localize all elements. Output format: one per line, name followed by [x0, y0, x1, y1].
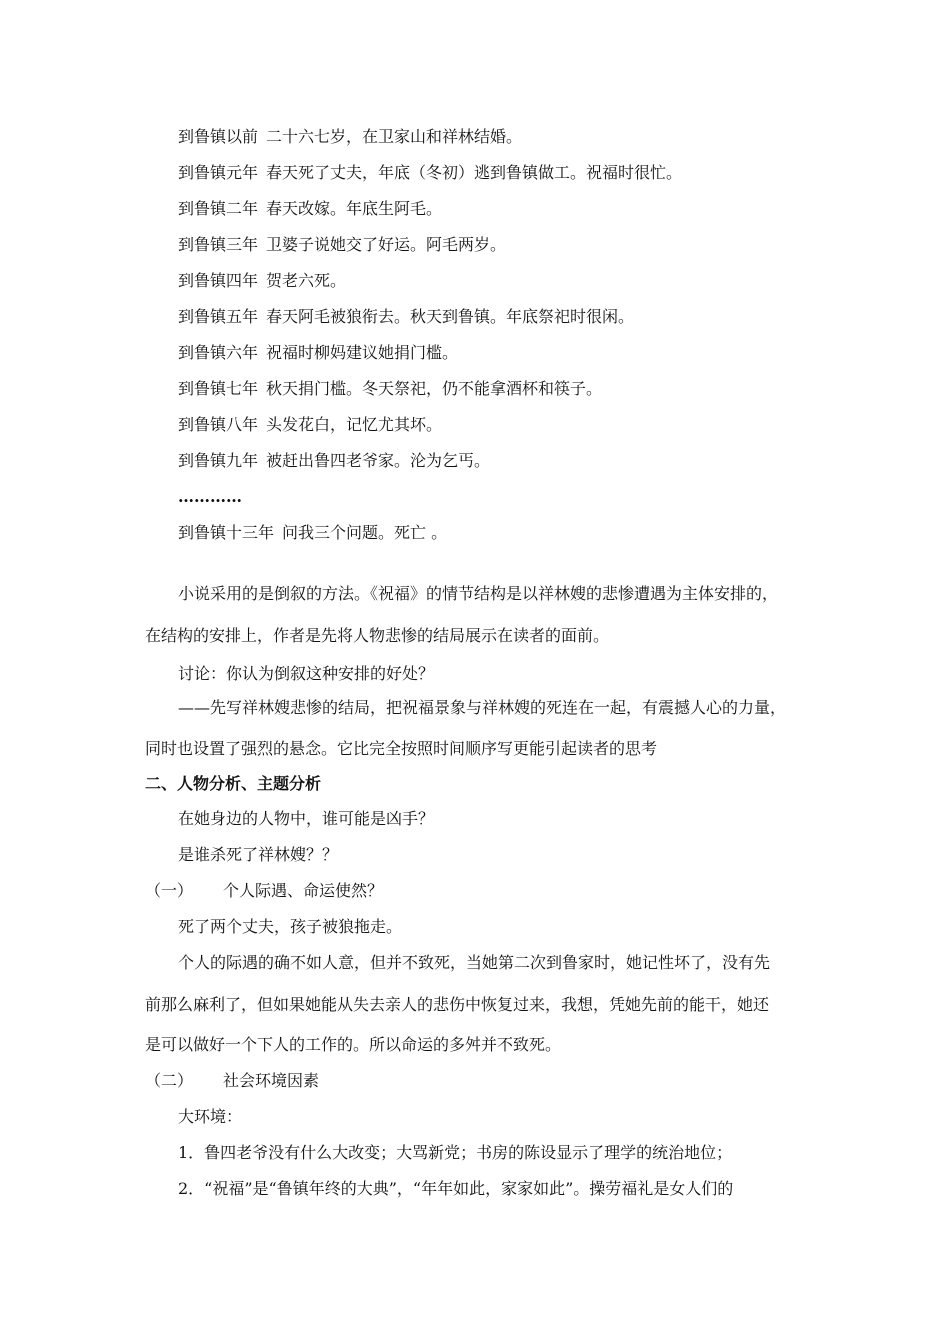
- timeline-year: 到鲁镇二年: [178, 199, 259, 218]
- timeline-event: 祝福时柳妈建议她捐门槛。: [266, 343, 459, 362]
- subsection-title: 个人际遇、命运使然？: [223, 881, 384, 900]
- timeline-row: [178, 163, 682, 183]
- timeline-row: [178, 523, 447, 543]
- timeline-year: 到鲁镇三年: [178, 235, 259, 254]
- timeline-row: [178, 235, 506, 255]
- timeline-year: 到鲁镇五年: [178, 307, 259, 326]
- timeline-year: 到鲁镇四年: [178, 271, 259, 290]
- timeline-row: [178, 307, 634, 327]
- paragraph-line: 个人的际遇的确不如人意，但并不致死，当她第二次到鲁家时，她记性坏了，没有先: [178, 953, 771, 972]
- list-item: 1．鲁四老爷没有什么大改变；大骂新党；书房的陈设显示了理学的统治地位；: [178, 1143, 733, 1162]
- discussion-question: 讨论：你认为倒叙这种安排的好处？: [178, 664, 435, 683]
- subsection-title: 社会环境因素: [223, 1071, 320, 1090]
- subsection-heading: [145, 1071, 319, 1091]
- question-line: 在她身边的人物中，谁可能是凶手？: [178, 809, 435, 828]
- paragraph-line: ——先写祥林嫂悲惨的结局，把祝福景象与祥林嫂的死连在一起，有震撼人心的力量，: [178, 698, 787, 717]
- timeline-event: 贺老六死。: [266, 271, 347, 290]
- timeline-event: 春天死了丈夫，年底（冬初）逃到鲁镇做工。祝福时很忙。: [266, 163, 683, 182]
- timeline-year: 到鲁镇八年: [178, 415, 259, 434]
- timeline-event: 二十六七岁，在卫家山和祥林结婚。: [266, 127, 523, 146]
- timeline-row: [178, 379, 602, 399]
- question-line: 是谁杀死了祥林嫂？？: [178, 845, 339, 864]
- timeline-event: 头发花白，记忆尤其坏。: [266, 415, 443, 434]
- timeline-year: 到鲁镇九年: [178, 451, 259, 470]
- paragraph-line: 前那么麻利了，但如果她能从失去亲人的悲伤中恢复过来，我想，凭她先前的能干，她还: [145, 995, 770, 1014]
- timeline-row: [178, 343, 458, 363]
- timeline-event: 秋天捐门槛。冬天祭祀，仍不能拿酒杯和筷子。: [266, 379, 603, 398]
- subsection-number: （一）: [145, 881, 194, 900]
- paragraph-line: 小说采用的是倒叙的方法。《祝福》的情节结构是以祥林嫂的悲惨遭遇为主体安排的，: [178, 584, 779, 603]
- timeline-event: 被赶出鲁四老爷家。沦为乞丐。: [266, 451, 491, 470]
- timeline-row: [178, 127, 522, 147]
- timeline-row: [178, 199, 442, 219]
- paragraph-line: 是可以做好一个下人的工作的。所以命运的多舛并不致死。: [145, 1035, 562, 1054]
- timeline-year: 到鲁镇以前: [178, 127, 259, 146]
- timeline-row: [178, 451, 490, 471]
- timeline-year: 到鲁镇六年: [178, 343, 259, 362]
- timeline-year: 到鲁镇元年: [178, 163, 259, 182]
- paragraph-line: 死了两个丈夫，孩子被狼拖走。: [178, 917, 403, 936]
- ellipsis: …………: [178, 487, 242, 506]
- paragraph-line: 同时也设置了强烈的悬念。它比完全按照时间顺序写更能引起读者的思考: [145, 739, 658, 758]
- timeline-year: 到鲁镇十三年: [178, 523, 275, 542]
- subsection-heading: [145, 881, 383, 901]
- list-item: 2．“祝福”是“鲁镇年终的大典”，“年年如此，家家如此”。操劳福礼是女人们的: [178, 1179, 734, 1198]
- label-line: 大环境：: [178, 1107, 243, 1126]
- timeline-year: 到鲁镇七年: [178, 379, 259, 398]
- timeline-event: 春天改嫁。年底生阿毛。: [266, 199, 443, 218]
- section-heading: 二、人物分析、主题分析: [145, 774, 322, 793]
- timeline-row: [178, 415, 442, 435]
- timeline-event: 春天阿毛被狼衔去。秋天到鲁镇。年底祭祀时很闲。: [266, 307, 635, 326]
- paragraph-line: 在结构的安排上，作者是先将人物悲惨的结局展示在读者的面前。: [145, 626, 610, 645]
- timeline-event: 卫婆子说她交了好运。阿毛两岁。: [266, 235, 507, 254]
- subsection-number: （二）: [145, 1071, 194, 1090]
- timeline-event: 问我三个问题。死亡 。: [282, 523, 448, 542]
- timeline-row: [178, 271, 346, 291]
